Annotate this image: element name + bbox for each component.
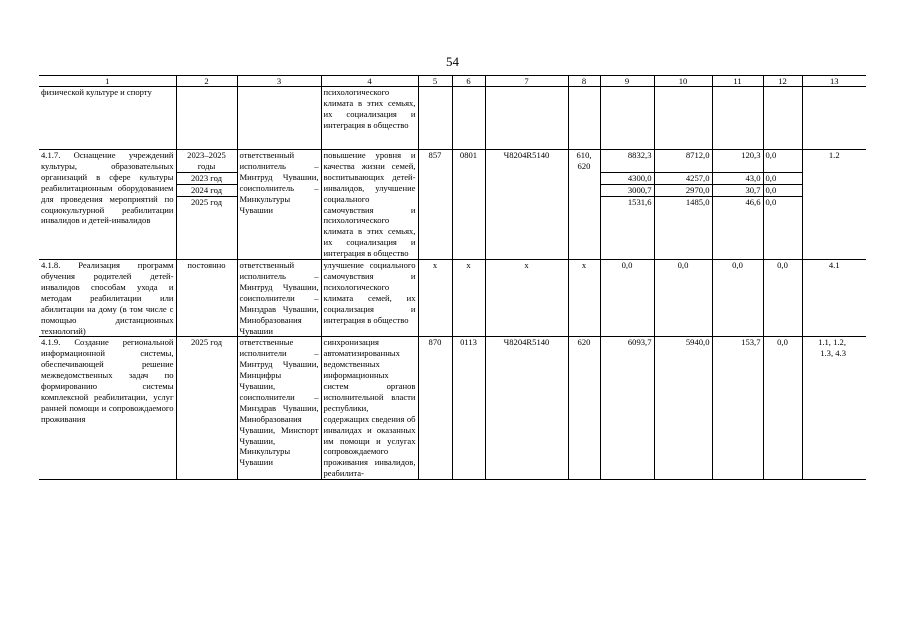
funding-federal: 0,0 (654, 260, 712, 337)
expense-type-code: 610, 620 (568, 150, 600, 260)
grbs-code: 870 (418, 337, 452, 480)
deadline: 2025 год (176, 337, 237, 480)
section-code: 0113 (452, 337, 485, 480)
amount: 2970,0 (655, 185, 712, 197)
amount: 1485,0 (685, 196, 710, 207)
expected-result: улучшение социального самочувствия и психологического климата семей, их социализация и интеграция в общество (321, 260, 418, 337)
funding-total: 0,0 (600, 260, 654, 337)
deadline (176, 87, 237, 150)
section-code: 0801 (452, 150, 485, 260)
funding-total (600, 87, 654, 150)
indicator-link (802, 87, 866, 150)
col-5-header: 5 (418, 76, 452, 87)
col-3-header: 3 (237, 76, 321, 87)
funding-other: 0,0 (763, 260, 802, 337)
target-item-code: Ч8204R5140 (485, 150, 568, 260)
expense-type-code: x (568, 260, 600, 337)
funding-other (763, 150, 802, 260)
funding-total: 6093,7 (600, 337, 654, 480)
col-2-header: 2 (176, 76, 237, 87)
indicator-link: 1.2 (802, 150, 866, 260)
funding-republic (712, 150, 763, 260)
executors: ответственные исполнители – Минтруд Чувашии, Минцифры Чувашии, соисполнители – Минздрав Чувашии, Минобразования Чувашии, Минспорт Чувашии, Минкультуры Чувашии (237, 337, 321, 480)
col-9-header: 9 (600, 76, 654, 87)
column-number-row (39, 76, 866, 87)
amount: 0,0 (765, 196, 777, 207)
col-11-header: 11 (712, 76, 763, 87)
program-table (39, 75, 866, 480)
deadline-year: 2024 год (177, 185, 237, 197)
col-8-header: 8 (568, 76, 600, 87)
expected-result: психологического климата в этих семьях, их социализация и интеграция в общество (321, 87, 418, 150)
grbs-code (418, 87, 452, 150)
amount: 0,0 (764, 185, 802, 197)
deadline-year: 2025 год (190, 196, 223, 207)
executors (237, 87, 321, 150)
funding-republic: 0,0 (712, 260, 763, 337)
page-number: 54 (446, 54, 459, 69)
amount: 120,3 (713, 150, 763, 173)
section-code: x (452, 260, 485, 337)
deadline: постоянно (176, 260, 237, 337)
table-row-4-1-8 (39, 260, 866, 337)
target-item-code: x (485, 260, 568, 337)
funding-republic (712, 87, 763, 150)
amount: 43,0 (713, 173, 763, 185)
funding-federal: 5940,0 (654, 337, 712, 480)
table-row-4-1-9 (39, 337, 866, 480)
executors: ответственный исполнитель – Минтруд Чувашии, соисполнители – Минздрав Чувашии, Минобразования Чувашии (237, 260, 321, 337)
measure-name: 4.1.7. Оснащение учреждений культуры, образовательных организаций в сфере культуры реабилитационным оборудованием для проведения мероприятий по социокультурной реабилитации инвалидов и детей-инвалидов (39, 150, 176, 260)
funding-other (763, 87, 802, 150)
executors: ответственный исполнитель – Минтруд Чувашии, соисполнитель – Минкультуры Чувашии (237, 150, 321, 260)
grbs-code: x (418, 260, 452, 337)
funding-federal (654, 150, 712, 260)
measure-name: 4.1.8. Реализация программ обучения родителей детей-инвалидов способам ухода и методам реабилитации или абилитации на дому (в том числе с помощью дистанционных технологий) (39, 260, 176, 337)
col-10-header: 10 (654, 76, 712, 87)
section-code (452, 87, 485, 150)
expense-type-code: 620 (568, 337, 600, 480)
measure-name: 4.1.9. Создание региональной информационной системы, обеспечивающей решение межведомственных задач по формированию системы комплексной реабилитации, услуг ранней помощи и сопровождаемого проживания (39, 337, 176, 480)
amount: 3000,7 (601, 185, 654, 197)
col-1-header: 1 (39, 76, 176, 87)
grbs-code: 857 (418, 150, 452, 260)
deadline-period: 2023–2025 годы (177, 150, 237, 173)
amount: 0,0 (764, 173, 802, 185)
indicator-link: 1.1, 1.2, 1.3, 4.3 (802, 337, 866, 480)
amount: 30,7 (713, 185, 763, 197)
col-6-header: 6 (452, 76, 485, 87)
amount: 8712,0 (655, 150, 712, 173)
funding-federal (654, 87, 712, 150)
amount: 46,6 (745, 196, 761, 207)
amount: 1531,6 (627, 196, 652, 207)
expected-result: повышение уровня и качества жизни семей, воспитывающих детей-инвалидов, улучшение социального самочувствия и психологического климата в этих семьях, их социализация и интеграция в общество (321, 150, 418, 260)
col-4-header: 4 (321, 76, 418, 87)
target-item-code: Ч8204R5140 (485, 337, 568, 480)
expected-result: синхронизация автоматизированных ведомственных информационных систем органов исполнительной власти республики, содержащих сведения об инвалидах и оказанных им помощи и услугах сопровождаемого проживания инвалидов, реабилита- (321, 337, 418, 480)
funding-republic: 153,7 (712, 337, 763, 480)
funding-total (600, 150, 654, 260)
col-13-header: 13 (802, 76, 866, 87)
target-item-code (485, 87, 568, 150)
table-row-4-1-7 (39, 150, 866, 260)
funding-other: 0,0 (763, 337, 802, 480)
col-12-header: 12 (763, 76, 802, 87)
col-7-header: 7 (485, 76, 568, 87)
deadline (176, 150, 237, 260)
amount: 8832,3 (601, 150, 654, 173)
expense-type-code (568, 87, 600, 150)
amount: 0,0 (764, 150, 802, 173)
amount: 4300,0 (601, 173, 654, 185)
deadline-year: 2023 год (177, 173, 237, 185)
table-row-continuation (39, 87, 866, 150)
indicator-link: 4.1 (802, 260, 866, 337)
amount: 4257,0 (655, 173, 712, 185)
measure-name: физической культуре и спорту (39, 87, 176, 150)
